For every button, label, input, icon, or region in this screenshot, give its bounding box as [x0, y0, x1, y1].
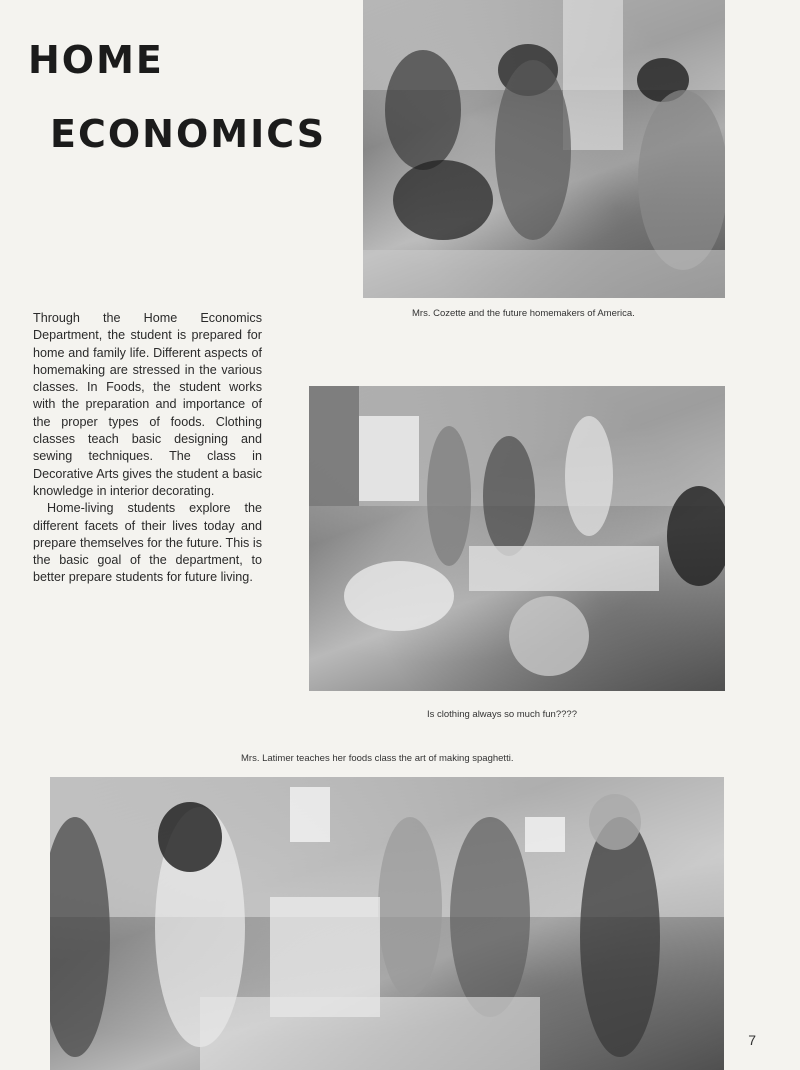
photo-sewing-class [363, 0, 725, 298]
page-title-line-2: ECONOMICS [50, 112, 327, 156]
page-title-line-1: HOME [28, 38, 164, 82]
body-paragraph: Home-living students explore the different facets of their lives today and prepare themselves for the future. This is the basic goal of the department, to better prepare students for future living. [33, 501, 262, 585]
photo-caption: Is clothing always so much fun???? [427, 709, 577, 720]
page-number: 7 [748, 1032, 756, 1048]
body-paragraph: Through the Home Economics Department, the student is prepared for home and family life. Different aspects of homemaking are stressed in the various classes. In Foods, the student works with the preparation and importance of the proper types of foods. Clothing classes teach basic designing and sewing techniques. The class in Decorative Arts gives the student a basic knowledge in interior decorating. [33, 311, 262, 498]
article-body [33, 310, 262, 587]
photo-caption: Mrs. Cozette and the future homemakers of America. [412, 308, 635, 319]
photo-clothing-class [309, 386, 725, 691]
photo-foods-class [50, 777, 724, 1070]
photo-caption: Mrs. Latimer teaches her foods class the art of making spaghetti. [241, 753, 514, 764]
